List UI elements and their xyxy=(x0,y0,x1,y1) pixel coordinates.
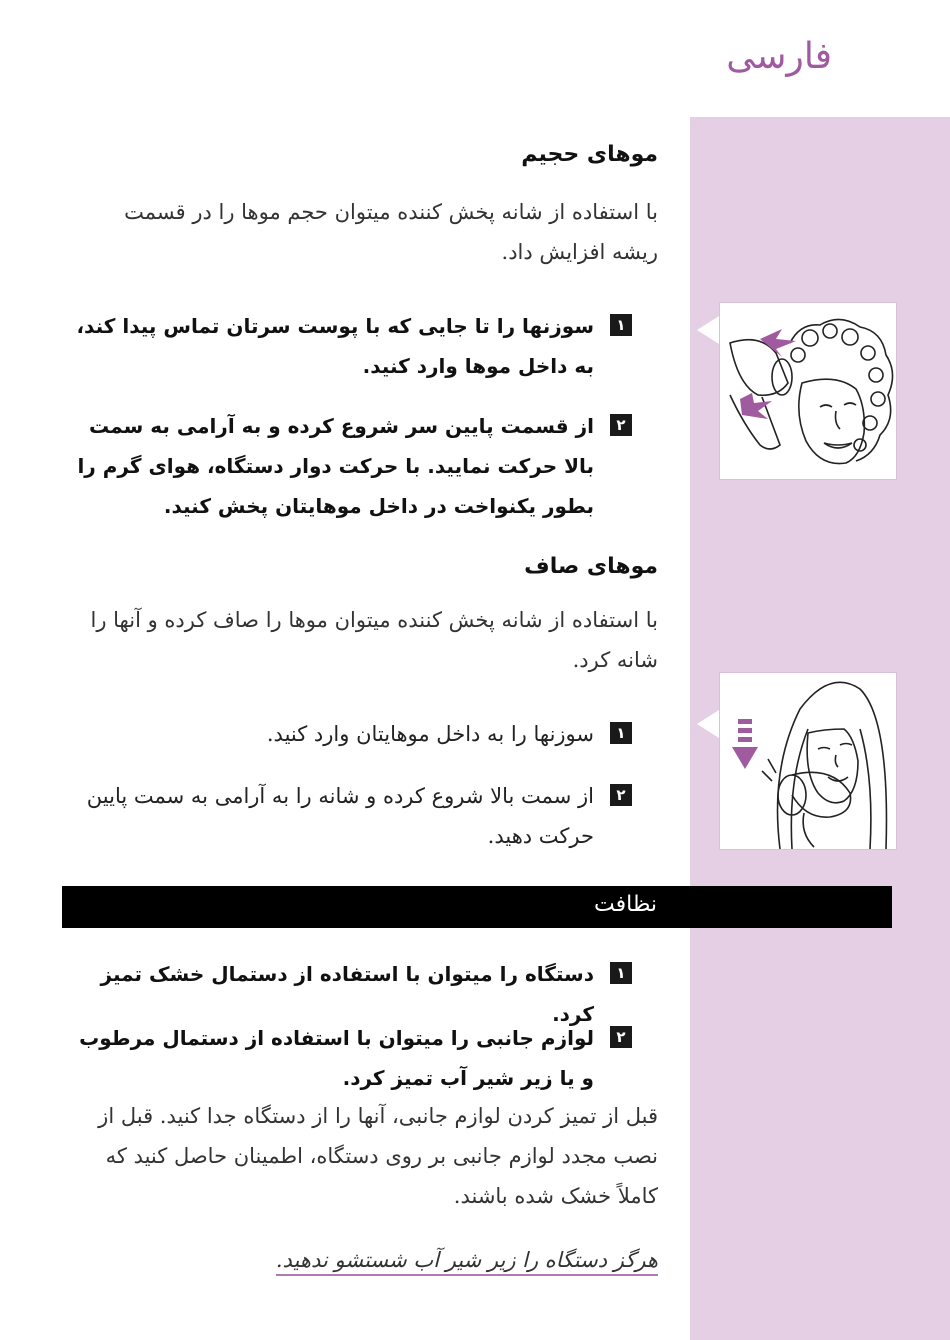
curly-step-1 xyxy=(72,306,632,386)
section-title-cleaning: نظافت xyxy=(594,892,657,917)
straight-step-1 xyxy=(72,714,632,754)
section-title-straight: موهای صاف xyxy=(524,554,658,579)
step-number: ۲ xyxy=(610,414,632,436)
step-number: ۱ xyxy=(610,314,632,336)
cleaning-header-bar xyxy=(62,886,892,928)
step-text: از سمت بالا شروع کرده و شانه را به آرامی به سمت پایین حرکت دهید. xyxy=(86,784,594,848)
step-text: سوزنها را تا جایی که با پوست سرتان تماس پیدا کند، به داخل موها وارد کنید. xyxy=(76,314,594,378)
cleaning-note: قبل از تمیز کردن لوازم جانبی، آنها را از دستگاه جدا کنید. قبل از نصب مجدد لوازم جانبی بر روی دستگاه، اطمینان حاصل کنید که کاملاً خشک شده باشند. xyxy=(98,1104,658,1208)
section-intro-straight: با استفاده از شانه پخش کننده میتوان موها را صاف کرده و آنها را شانه کرد. xyxy=(90,608,658,672)
step-text: دستگاه را میتوان با استفاده از دستمال خشک تمیز کرد. xyxy=(100,962,594,1026)
step-text: از قسمت پایین سر شروع کرده و به آرامی به سمت بالا حرکت نمایید. با حرکت دوار دستگاه، هوای گرم را بطور یکنواخت در داخل موهایتان پخش کنید. xyxy=(77,414,594,518)
illustration-pointer xyxy=(697,316,719,344)
cleaning-warning: هرگز دستگاه را زیر شیر آب شستشو ندهید. xyxy=(276,1248,658,1276)
step-text: لوازم جانبی را میتوان با استفاده از دستمال مرطوب و یا زیر شیر آب تمیز کرد. xyxy=(79,1026,594,1090)
step-text: سوزنها را به داخل موهایتان وارد کنید. xyxy=(266,722,594,746)
curly-hair-illustration xyxy=(719,302,897,480)
cleaning-step-2 xyxy=(72,1018,632,1098)
illustration-pointer xyxy=(697,710,719,738)
language-label: فارسی xyxy=(726,36,832,77)
cleaning-warning-wrap xyxy=(78,1248,658,1272)
section-intro-curly: با استفاده از شانه پخش کننده میتوان حجم موها را در قسمت ریشه افزایش داد. xyxy=(124,200,658,264)
straight-step-2 xyxy=(72,776,632,856)
step-number: ۲ xyxy=(610,784,632,806)
step-number: ۱ xyxy=(610,722,632,744)
step-number: ۱ xyxy=(610,962,632,984)
section-title-curly: موهای حجیم xyxy=(521,142,658,167)
step-number: ۲ xyxy=(610,1026,632,1048)
curly-step-2 xyxy=(72,406,632,526)
straight-hair-illustration xyxy=(719,672,897,850)
